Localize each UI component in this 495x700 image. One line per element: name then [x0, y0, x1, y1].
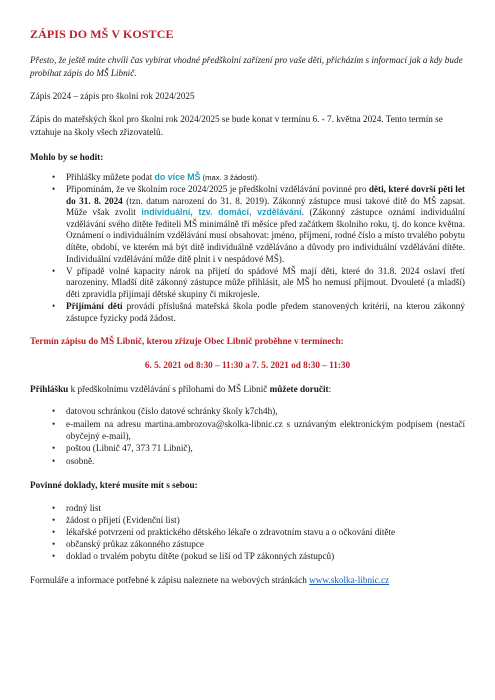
- bullet-text: Přihlášky můžete podat: [66, 172, 155, 182]
- bullet-text: (tzn. datum narození do 31. 8. 2019). Zákonný zástupce musí takové dítě do MŠ zapsat. Může však zvolit: [66, 195, 465, 218]
- delivery-paragraph: [30, 383, 465, 396]
- list-item: [66, 266, 465, 301]
- website-link[interactable]: www.skolka-libnic.cz: [309, 575, 390, 586]
- page-title: ZÁPIS DO MŠ V KOSTCE: [30, 27, 174, 41]
- term-heading: Termín zápisu do MŠ Libnič, kterou zřizuje Obec Libnič proběhne v termínech:: [30, 336, 344, 347]
- highlight-text: do více MŠ: [154, 172, 201, 182]
- list-item: • osobně.: [66, 455, 465, 467]
- intro-paragraph: Přesto, že ještě máte chvíli čas vybírat vhodné předškolní zařízení pro vaše děti, přicházím s informací jak a kdy bude probíhat zápis do MŠ Libnič.: [30, 55, 463, 78]
- list-item: • občanský průkaz zákonného zástupce: [66, 538, 465, 550]
- bullet-text: . (Zákonný zástupce oznámí individuální vzdělávání svého dítěte řediteli MŠ minimálně tři měsíce před začátkem školního roku, tj. do konce května. Oznámení o individuálním vzdělávání musí obsahovat: jméno, příjmení, rodné číslo a místo trvalého pobytu dítěte, období, ve kterém má být dítě individuálně vzděláváno a důvody pro individuální vzdělávání dítěte. Individuální vzdělávání může dítě plnit i v nespádové MŠ).: [66, 207, 465, 264]
- list-item: [66, 184, 465, 265]
- footer-paragraph: [30, 574, 465, 587]
- list-item: • rodný list: [66, 502, 465, 514]
- list-item: • poštou (Libnič 47, 373 71 Libnič),: [66, 442, 465, 454]
- list-item: [66, 172, 465, 184]
- documents-heading: Povinné doklady, které musíte mít s sebou:: [30, 480, 198, 491]
- subtitle: Zápis 2024 – zápis pro školní rok 2024/2025: [30, 91, 195, 101]
- enrollment-paragraph: Zápis do mateřských škol pro školní rok 2024/2025 se bude konat v termínu 6. - 7. května 2024. Tento termín se vztahuje na školy všech zřizovatelů.: [30, 114, 443, 137]
- bullet-note: (max. 3 žádostí).: [200, 173, 260, 182]
- delivery-list: [30, 405, 465, 467]
- footer-text: Formuláře a informace potřebné k zápisu naleznete na webových stránkách: [30, 575, 310, 586]
- list-item: [66, 301, 465, 324]
- bold-text: děti, které dovrší pěti let do 31. 8. 2024: [66, 184, 465, 206]
- bullet-text: Připomínám, že ve školním roce 2024/2025 je předškolní vzdělávání povinné pro: [66, 184, 369, 195]
- list-item: • e-mailem na adresu martina.ambrozova@skolka-libnic.cz s uznávaným elektronickým podpisem (nestačí obyčejný e-mail),: [66, 418, 465, 443]
- bold-text: můžete doručit: [269, 384, 329, 395]
- list-item: • žádost o přijetí (Evidenční list): [66, 514, 465, 526]
- info-list: [30, 172, 465, 324]
- term-dates: 6. 5. 2021 od 8:30 – 11:30 a 7. 5. 2021 od 8:30 – 11:30: [144, 360, 351, 371]
- delivery-text: :: [328, 384, 332, 395]
- documents-list: [30, 502, 465, 562]
- bullet-text: provádí příslušná mateřská škola podle předem stanovených kritérií, na kterou zákonný zástupce fyzicky podá žádost.: [66, 301, 465, 323]
- bullet-text: V případě volné kapacity nárok na přijetí do spádové MŠ mají děti, které do 31.8. 2024 oslaví třetí narozeniny. Mladší dítě zákonný zástupce může přihlásit, ale MŠ ho nemusí přijmout. Dvouleté (a mladší) děti zpravidla přijímají dětské skupiny či mikrojesle.: [66, 265, 465, 299]
- delivery-text: k předškolnímu vzdělávání s přílohami do MŠ Libnič: [68, 384, 270, 395]
- list-item: • lékařské potvrzení od praktického dětského lékaře o zdravotním stavu a o očkování dítěte: [66, 526, 465, 538]
- bold-text: Přihlášku: [30, 384, 69, 395]
- bold-text: Přijímání dětí: [66, 301, 123, 312]
- section-heading: Mohlo by se hodit:: [30, 152, 104, 162]
- list-item: • datovou schránkou (číslo datové schránky školy k7ch4h),: [66, 405, 465, 417]
- list-item: • doklad o trvalém pobytu dítěte (pokud se liší od TP zákonných zástupců): [66, 550, 465, 562]
- highlight-text: individuální, tzv. domácí, vzdělávání: [141, 207, 302, 218]
